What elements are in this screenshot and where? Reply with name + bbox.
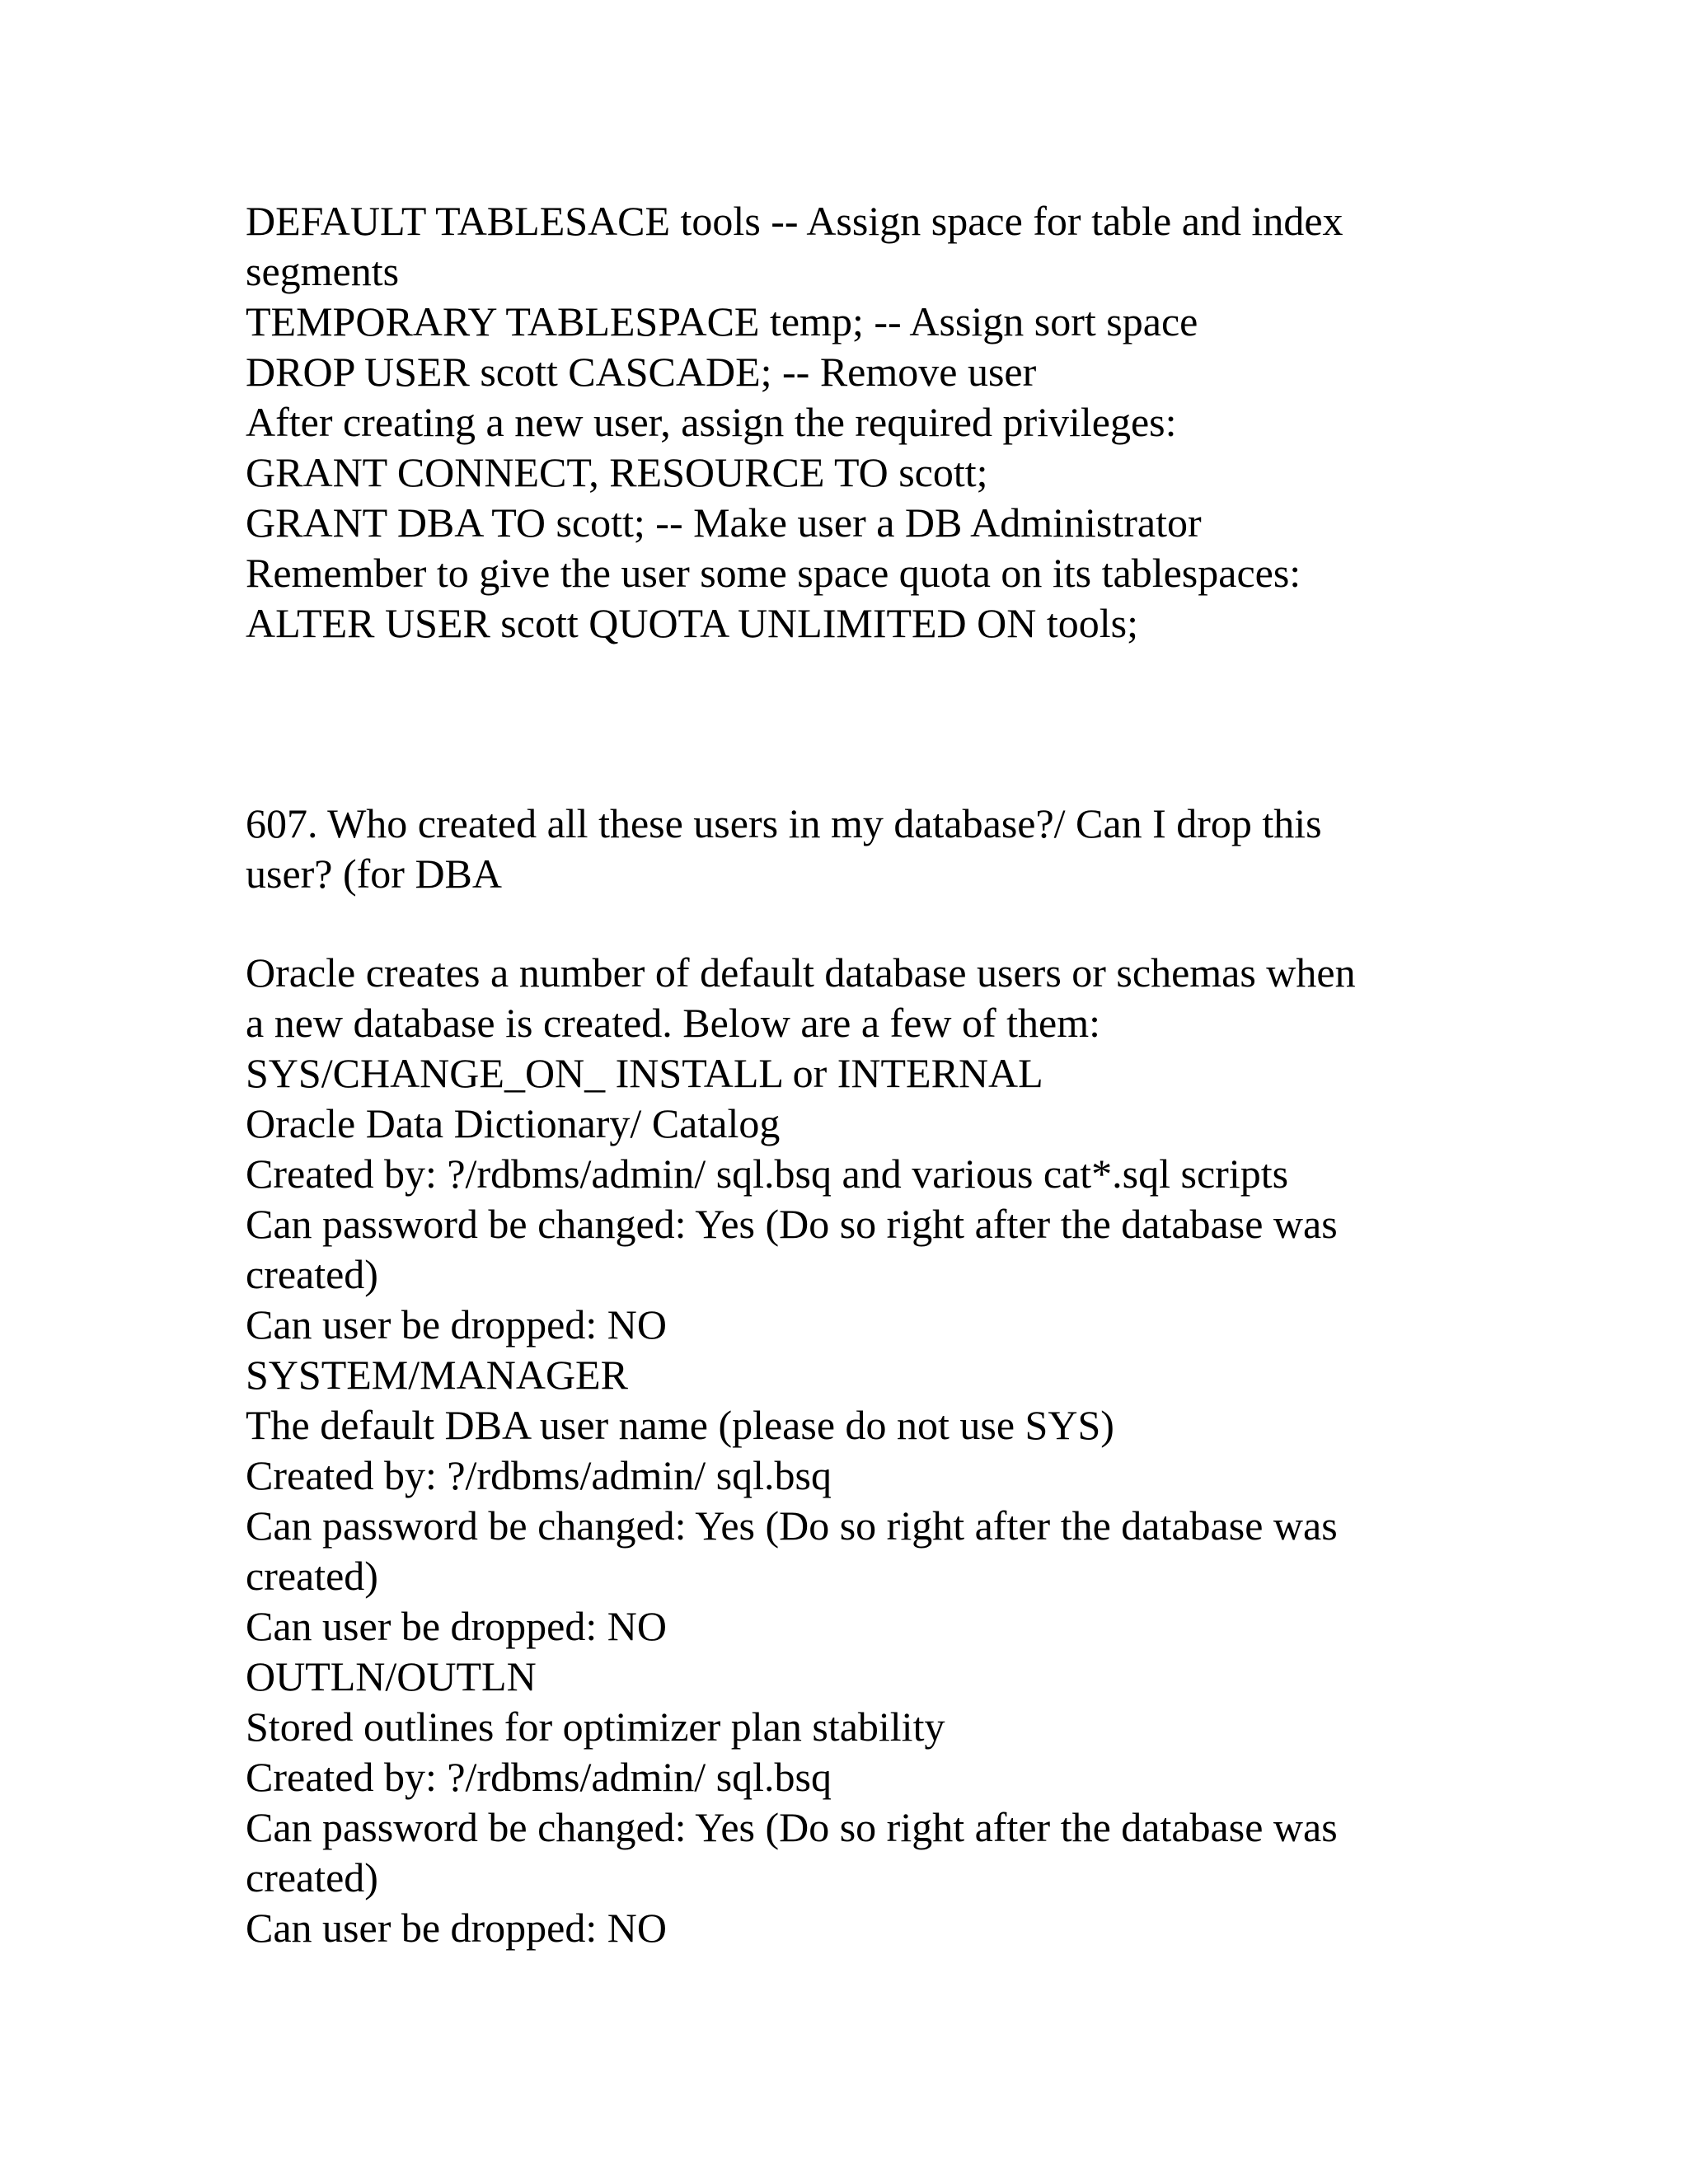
text-line: Remember to give the user some space quota on its tablespaces: <box>246 550 1301 596</box>
text-line: created) <box>246 1553 378 1599</box>
text-line: Can user be dropped: NO <box>246 1301 667 1347</box>
text-line: Can user be dropped: NO <box>246 1603 667 1649</box>
text-line: Can password be changed: Yes (Do so right after the database was <box>246 1502 1338 1549</box>
text-line: created) <box>246 1854 378 1900</box>
text-line: DEFAULT TABLESACE tools -- Assign space for table and index <box>246 198 1343 244</box>
text-line: Created by: ?/rdbms/admin/ sql.bsq <box>246 1452 832 1498</box>
text-line: Can user be dropped: NO <box>246 1905 667 1951</box>
text-line: SYSTEM/MANAGER <box>246 1352 628 1398</box>
question-heading <box>246 799 1449 899</box>
text-line: created) <box>246 1251 378 1297</box>
text-line: GRANT DBA TO scott; -- Make user a DB Administrator <box>246 499 1202 546</box>
text-line: Oracle Data Dictionary/ Catalog <box>246 1100 781 1146</box>
text-line: OUTLN/OUTLN <box>246 1653 537 1699</box>
text-line: Can password be changed: Yes (Do so right after the database was <box>246 1201 1338 1247</box>
text-line: GRANT CONNECT, RESOURCE TO scott; <box>246 449 988 495</box>
text-line: DROP USER scott CASCADE; -- Remove user <box>246 349 1037 395</box>
answer-section <box>246 948 1449 1953</box>
text-line: segments <box>246 248 400 294</box>
text-line: ALTER USER scott QUOTA UNLIMITED ON tools; <box>246 600 1139 646</box>
text-line: Oracle creates a number of default database users or schemas when <box>246 949 1356 996</box>
text-line: TEMPORARY TABLESPACE temp; -- Assign sort space <box>246 298 1198 344</box>
text-line: The default DBA user name (please do not use SYS) <box>246 1402 1114 1448</box>
text-line: Created by: ?/rdbms/admin/ sql.bsq and various cat*.sql scripts <box>246 1151 1289 1197</box>
text-line: a new database is created. Below are a few of them: <box>246 1000 1101 1046</box>
text-line: Can password be changed: Yes (Do so right after the database was <box>246 1804 1338 1850</box>
question-line: 607. Who created all these users in my database?/ Can I drop this <box>246 800 1322 846</box>
text-line: Created by: ?/rdbms/admin/ sql.bsq <box>246 1754 832 1800</box>
text-line: After creating a new user, assign the required privileges: <box>246 399 1177 445</box>
text-line: Stored outlines for optimizer plan stability <box>246 1704 945 1750</box>
question-line: user? (for DBA <box>246 851 503 897</box>
sql-commands-section <box>246 196 1449 649</box>
text-line: SYS/CHANGE_ON_ INSTALL or INTERNAL <box>246 1050 1043 1096</box>
